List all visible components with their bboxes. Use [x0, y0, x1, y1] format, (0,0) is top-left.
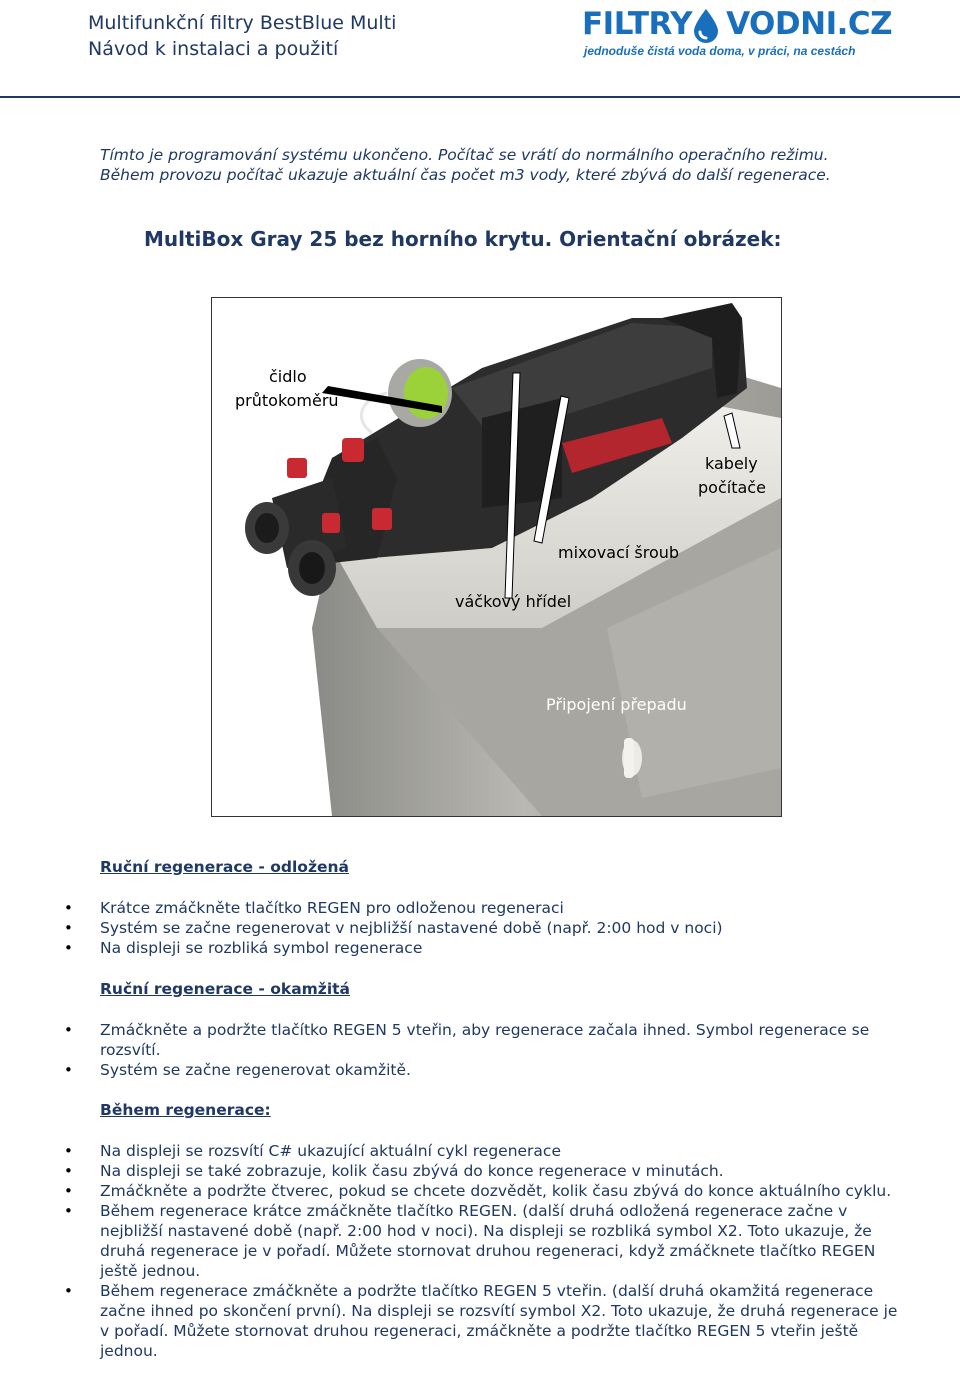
section-title-during-regen: Během regenerace: — [100, 1101, 271, 1119]
logo-word-left: FILTRY — [582, 6, 693, 42]
logo-tagline: jednoduše čistá voda doma, v práci, na cestách — [584, 44, 856, 58]
list-item: • Na displeji se rozbliká symbol regenerace — [0, 938, 900, 958]
list-item: • Systém se začne regenerovat okamžitě. — [0, 1060, 900, 1080]
immediate-regen-list — [0, 1020, 900, 1080]
list-item: • Na displeji se rozsvítí C# ukazující aktuální cykl regenerace — [0, 1141, 900, 1161]
label-flow-sensor-2: průtokoměru — [235, 391, 339, 410]
page-header — [0, 0, 960, 98]
list-item: • Na displeji se také zobrazuje, kolik času zbývá do konce regenerace v minutách. — [0, 1161, 900, 1181]
header-divider — [0, 96, 960, 98]
logo-word-right: VODNI.CZ — [726, 6, 893, 42]
list-item: • Krátce zmáčkněte tlačítko REGEN pro odloženou regeneraci — [0, 898, 900, 918]
multibox-photo — [211, 297, 782, 817]
intro-paragraph — [100, 145, 831, 185]
list-item: • Zmáčkněte a podržte tlačítko REGEN 5 vteřin, aby regenerace začala ihned. Symbol regenerace se rozsvítí. — [0, 1020, 900, 1060]
document-title — [88, 10, 396, 62]
label-cables-1: kabely — [705, 454, 758, 473]
title-line-1: Multifunkční filtry BestBlue Multi — [88, 12, 397, 34]
label-flow-sensor-1: čidlo — [269, 367, 307, 386]
list-item: • Během regenerace krátce zmáčkněte tlačítko REGEN. (další druhá odložená regenerace začne v nejbližší nastavené době (např. 2:00 hod v noci). Na displeji se rozbliká symbol X2. Toto ukazuje, že druhá regenerace je v pořadí. Můžete stornovat druhou regeneraci, když zmáčknete tlačítko REGEN ještě jednou. — [0, 1201, 900, 1281]
label-cam-shaft: váčkový hřídel — [455, 592, 572, 611]
logo-wordmark — [582, 6, 892, 42]
label-cables-2: počítače — [698, 478, 766, 497]
during-regen-list — [0, 1141, 900, 1361]
section-title-delayed-regen: Ruční regenerace - odložená — [100, 858, 349, 876]
filtry-vodni-logo — [582, 6, 893, 66]
label-overflow: Připojení přepadu — [546, 695, 687, 714]
section-heading-multibox: MultiBox Gray 25 bez horního krytu. Orientační obrázek: — [144, 227, 782, 251]
intro-line-2: Během provozu počítač ukazuje aktuální čas počet m3 vody, které zbývá do další regenerace. — [100, 166, 831, 184]
label-mixing-screw: mixovací šroub — [558, 543, 680, 562]
title-line-2: Návod k instalaci a použití — [88, 38, 339, 60]
list-item: • Během regenerace zmáčkněte a podržte tlačítko REGEN 5 vteřin. (další druhá okamžitá regenerace začne ihned po skončení první). Na displeji se rozsvítí symbol X2. Toto ukazuje, že druhá regenerace je v pořadí. Můžete stornovat druhou regeneraci, zmáčkněte a podržte tlačítko REGEN 5 vteřin ještě jednou. — [0, 1281, 900, 1361]
delayed-regen-list — [0, 898, 900, 958]
water-drop-icon — [691, 8, 721, 44]
section-title-immediate-regen: Ruční regenerace - okamžitá — [100, 980, 351, 998]
list-item: • Systém se začne regenerovat v nejbližší nastavené době (např. 2:00 hod v noci) — [0, 918, 900, 938]
intro-line-1: Tímto je programování systému ukončeno. Počítač se vrátí do normálního operačního režimu. — [100, 146, 829, 164]
list-item: • Zmáčkněte a podržte čtverec, pokud se chcete dozvědět, kolik času zbývá do konce aktuálního cyklu. — [0, 1181, 900, 1201]
